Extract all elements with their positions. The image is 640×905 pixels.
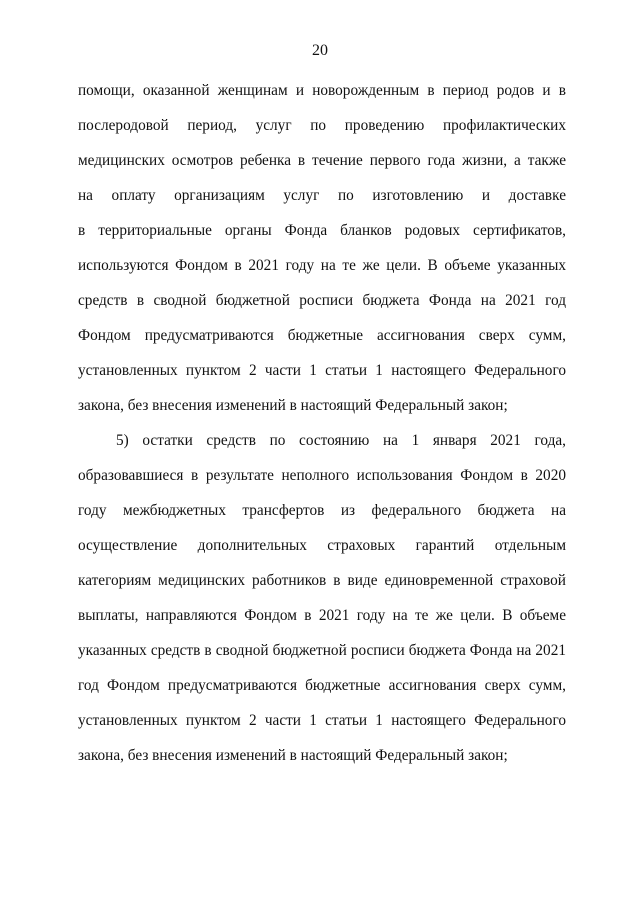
page-number: 20: [312, 42, 328, 59]
text-line: средств в сводной бюджетной росписи бюджета Фонда на 2021 год: [78, 292, 566, 309]
text-line: закона, без внесения изменений в настоящий Федеральный закон;: [78, 397, 508, 414]
text-line: установленных пунктом 2 части 1 статьи 1 настоящего Федерального: [78, 362, 566, 379]
text-line: послеродовой период, услуг по проведению профилактических: [78, 117, 566, 134]
text-line: году межбюджетных трансфертов из федерального бюджета на: [78, 502, 566, 519]
text-line: закона, без внесения изменений в настоящий Федеральный закон;: [78, 747, 508, 764]
text-line: на оплату организациям услуг по изготовлению и доставке: [78, 187, 566, 204]
text-line: выплаты, направляются Фондом в 2021 году на те же цели. В объеме: [78, 607, 566, 624]
text-line: в территориальные органы Фонда бланков родовых сертификатов,: [78, 222, 566, 239]
text-line: помощи, оказанной женщинам и новорожденным в период родов и в: [78, 82, 566, 99]
text-line: образовавшиеся в результате неполного использования Фондом в 2020: [78, 467, 566, 484]
text-line: указанных средств в сводной бюджетной росписи бюджета Фонда на 2021: [78, 642, 566, 659]
text-line: Фондом предусматриваются бюджетные ассигнования сверх сумм,: [78, 327, 566, 344]
text-line: год Фондом предусматриваются бюджетные ассигнования сверх сумм,: [78, 677, 566, 694]
text-line: категориям медицинских работников в виде единовременной страховой: [78, 572, 566, 589]
text-line: медицинских осмотров ребенка в течение первого года жизни, а также: [78, 152, 566, 169]
paragraph-first-line: 5) остатки средств по состоянию на 1 января 2021 года,: [116, 432, 566, 449]
text-line: осуществление дополнительных страховых гарантий отдельным: [78, 537, 566, 554]
text-line: установленных пунктом 2 части 1 статьи 1 настоящего Федерального: [78, 712, 566, 729]
text-line: используются Фондом в 2021 году на те же цели. В объеме указанных: [78, 257, 566, 274]
